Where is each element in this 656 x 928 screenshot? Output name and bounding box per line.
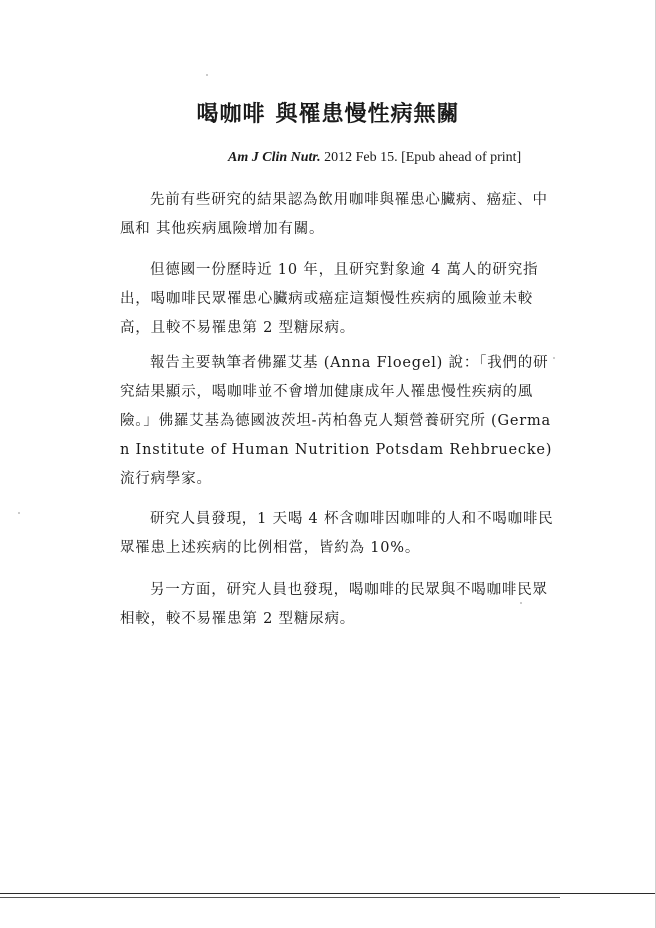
citation-journal: Am J Clin Nutr. [228, 150, 321, 165]
paragraph-3: 報告主要執筆者佛羅艾基 (Anna Floegel) 說：「我們的研究結果顯示，喝咖啡並不會增加健康成年人罹患慢性疾病的風險。」佛羅艾基為德國波茨坦-芮柏魯克人類營養研究所 (German Institute of Human Nutrition Potsdam Rehbruecke) 流行病學家。 [120, 355, 553, 487]
paragraph-2: 但德國一份歷時近 10 年，且研究對象逾 4 萬人的研究指出，喝咖啡民眾罹患心臟病或癌症這類慢性疾病的風險並未較高，且較不易罹患第 2 型糖尿病。 [120, 262, 539, 336]
article-title [0, 101, 656, 129]
title-part-1: 喝咖啡 [196, 102, 266, 127]
scan-speck [18, 512, 20, 514]
paragraph-4: 研究人員發現，1 天喝 4 杯含咖啡因咖啡的人和不喝咖啡民眾罹患上述疾病的比例相當，皆約為 10%。 [120, 511, 554, 556]
scan-speck [206, 74, 208, 76]
citation [228, 149, 521, 167]
paragraph-5: 另一方面，研究人員也發現，喝咖啡的民眾與不喝咖啡民眾相較，較不易罹患第 2 型糖尿病。 [120, 582, 548, 627]
paragraph-1: 先前有些研究的結果認為飲用咖啡與罹患心臟病、癌症、中風和 其他疾病風險增加有關。 [120, 192, 548, 237]
citation-details: 2012 Feb 15. [Epub ahead of print] [320, 150, 522, 165]
scan-border-line [0, 897, 560, 898]
title-part-2: 與罹患慢性病無關 [275, 102, 460, 127]
scan-border-line [0, 893, 656, 894]
